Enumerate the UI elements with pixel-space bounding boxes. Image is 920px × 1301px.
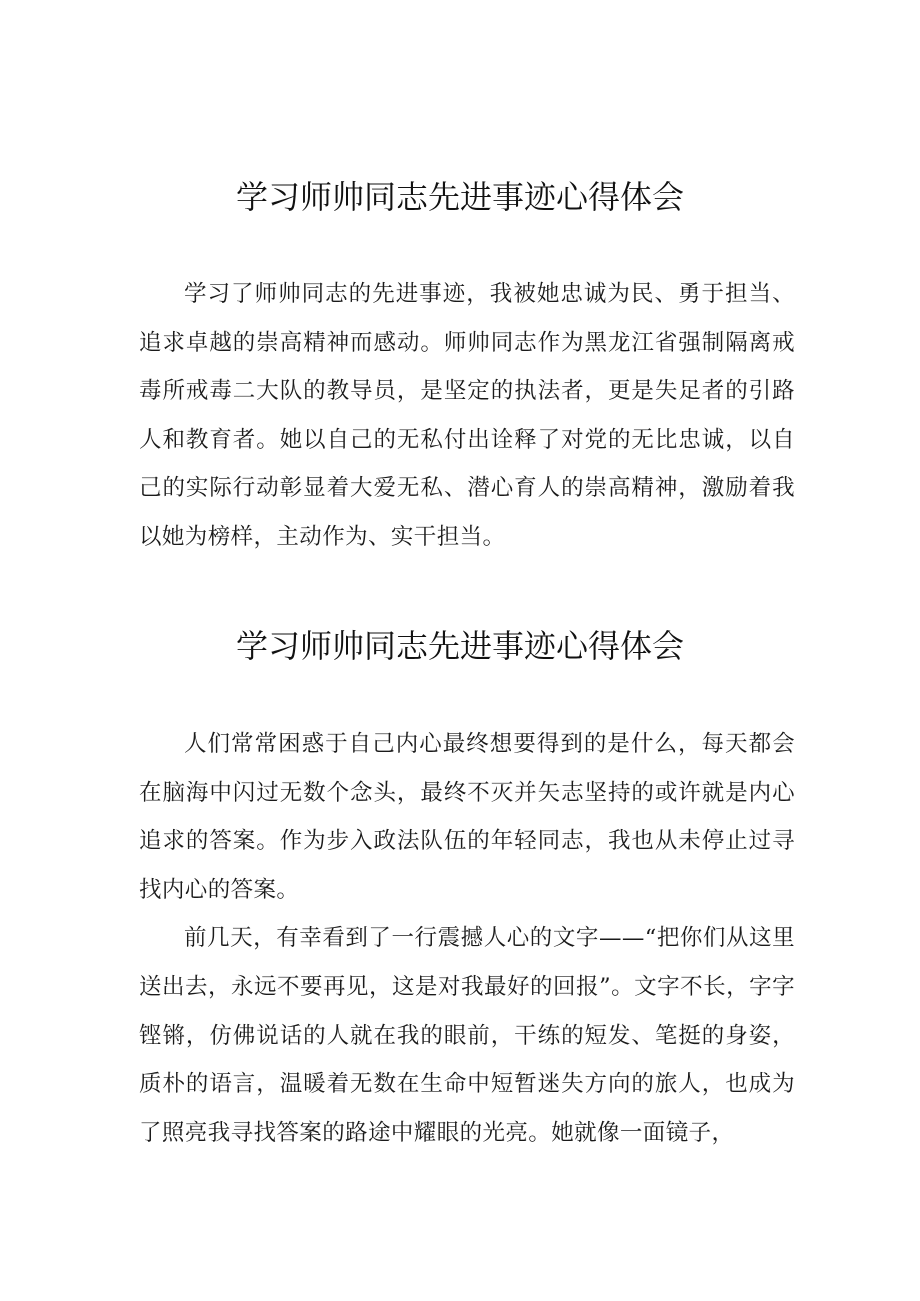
body-paragraph: 人们常常困惑于自己内心最终想要得到的是什么，每天都会在脑海中闪过无数个念头，最终不灭并矢志坚持的或许就是内心追求的答案。作为步入政法队伍的年轻同志，我也从未停止过寻找内心的答案。 bbox=[139, 731, 795, 903]
article-body-1 bbox=[139, 270, 795, 562]
article-title-1: 学习师帅同志先进事迹心得体会 bbox=[235, 178, 684, 216]
body-paragraph: 学习了师帅同志的先进事迹，我被她忠诚为民、勇于担当、追求卓越的崇高精神而感动。师帅同志作为黑龙江省强制隔离戒毒所戒毒二大队的教导员，是坚定的执法者，更是失足者的引路人和教育者。她以自己的无私付出诠释了对党的无比忠诚，以自己的实际行动彰显着大爱无私、潜心育人的崇高精神，激励着我以她为榜样，主动作为、实干担当。 bbox=[139, 281, 795, 550]
article-body-2 bbox=[139, 720, 795, 1157]
body-paragraph: 前几天，有幸看到了一行震撼人心的文字——“把你们从这里送出去，永远不要再见，这是对我最好的回报”。文字不长，字字铿锵，仿佛说话的人就在我的眼前，干练的短发、笔挺的身姿，质朴的语言，温暖着无数在生命中短暂迷失方向的旅人，也成为了照亮我寻找答案的路途中耀眼的光亮。她就像一面镜子， bbox=[139, 925, 795, 1146]
article-title-2: 学习师帅同志先进事迹心得体会 bbox=[235, 627, 684, 665]
